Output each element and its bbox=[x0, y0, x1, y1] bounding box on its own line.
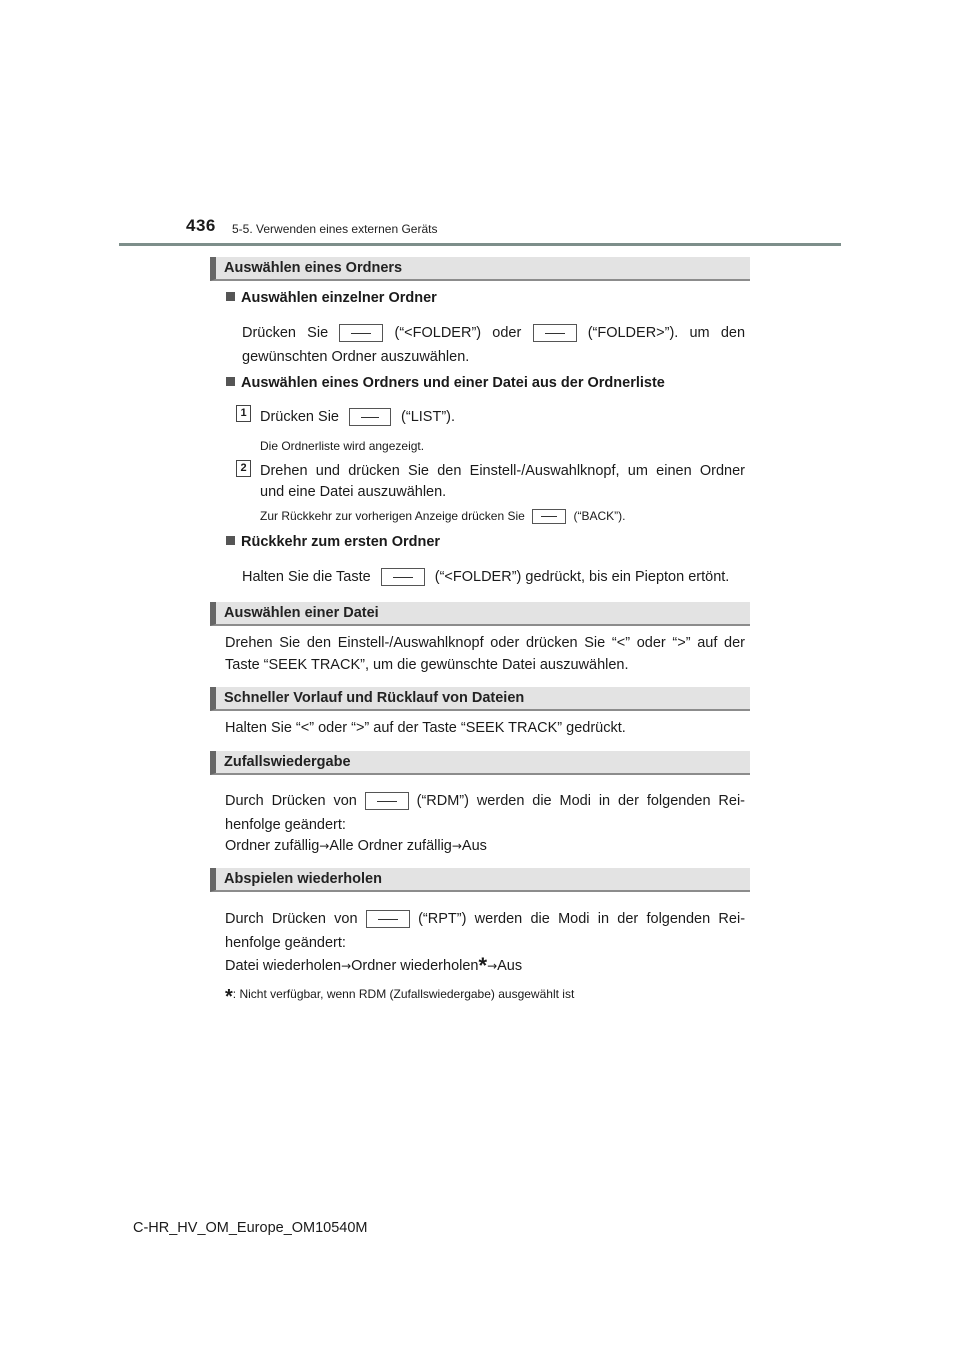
repeat-line2: henfolge geändert: bbox=[225, 935, 346, 951]
bullet-square-icon bbox=[226, 292, 235, 301]
folder-next-key-icon bbox=[533, 324, 577, 342]
heading-random-label: Zufallswiedergabe bbox=[224, 754, 351, 770]
random-sequence: Ordner zufällig→Alle Ordner zufällig→Aus bbox=[225, 838, 487, 854]
step-1-badge: 1 bbox=[236, 405, 251, 422]
step-2-line2: und eine Datei auszuwählen. bbox=[260, 484, 447, 500]
folder-prev-key-icon bbox=[339, 324, 383, 342]
repeat-line1: Durch Drücken von (“RPT”) werden die Modi in der folgenden Rei- bbox=[225, 911, 746, 927]
page-number: 436 bbox=[186, 216, 216, 235]
step-1-text: Drücken Sie (“LIST”). bbox=[260, 409, 456, 425]
heading-fast bbox=[210, 687, 750, 711]
heading-folder-label: Auswählen eines Ordners bbox=[224, 260, 403, 276]
fast-line1: Halten Sie “<” oder “>” auf der Taste “SEEK TRACK” gedrückt. bbox=[225, 720, 626, 736]
back-key-icon bbox=[532, 509, 566, 524]
heading-random bbox=[210, 751, 750, 775]
random-line1: Durch Drücken von (“RDM”) werden die Modi in der folgenden Rei- bbox=[225, 793, 746, 809]
heading-file bbox=[210, 602, 750, 626]
asterisk-mark: * bbox=[478, 953, 488, 978]
single-folder-line2: gewünschten Ordner auszuwählen. bbox=[242, 349, 470, 365]
footnote: *: Nicht verfügbar, wenn RDM (Zufallswiedergabe) ausgewählt ist bbox=[225, 986, 575, 1008]
folder-prev-key-icon bbox=[381, 568, 425, 586]
step-2-line1: Drehen und drücken Sie den Einstell-/Auswahlknopf, um einen Ordner bbox=[260, 463, 745, 479]
return-folder-text: Halten Sie die Taste (“<FOLDER”) gedrückt, bis ein Piepton ertönt. bbox=[242, 569, 730, 585]
step-1-note: Die Ordnerliste wird angezeigt. bbox=[260, 439, 425, 453]
arrow-icon: → bbox=[319, 839, 330, 853]
arrow-icon: → bbox=[451, 839, 462, 853]
step-2-badge: 2 bbox=[236, 460, 251, 477]
heading-repeat bbox=[210, 868, 750, 892]
list-key-icon bbox=[349, 408, 391, 426]
single-folder-line1: Drücken Sie (“<FOLDER”) oder (“FOLDER>”). um den bbox=[242, 325, 746, 341]
document-id: C-HR_HV_OM_Europe_OM10540M bbox=[133, 1220, 368, 1236]
heading-repeat-label: Abspielen wiederholen bbox=[224, 871, 382, 887]
rpt-key-icon bbox=[366, 910, 410, 928]
arrow-icon: → bbox=[487, 959, 498, 973]
header-rule bbox=[119, 243, 841, 246]
repeat-sequence: Datei wiederholen→Ordner wiederholen*→Aus bbox=[225, 953, 523, 978]
rdm-key-icon bbox=[365, 792, 409, 810]
heading-fast-label: Schneller Vorlauf und Rücklauf von Dateien bbox=[224, 690, 525, 706]
bullet-single-folder: Auswählen einzelner Ordner bbox=[226, 290, 437, 306]
bullet-square-icon bbox=[226, 536, 235, 545]
step-2-note: Zur Rückkehr zur vorherigen Anzeige drücken Sie (“BACK”). bbox=[260, 509, 626, 523]
section-title: 5-5. Verwenden eines externen Geräts bbox=[232, 222, 438, 236]
heading-file-label: Auswählen einer Datei bbox=[224, 605, 379, 621]
heading-folder bbox=[210, 257, 750, 281]
file-line2: Taste “SEEK TRACK”, um die gewünschte Datei auszuwählen. bbox=[225, 657, 629, 673]
bullet-return-folder: Rückkehr zum ersten Ordner bbox=[226, 534, 440, 550]
bullet-square-icon bbox=[226, 377, 235, 386]
file-line1: Drehen Sie den Einstell-/Auswahlknopf oder drücken Sie “<” oder “>” auf der bbox=[225, 635, 745, 651]
bullet-folder-list: Auswählen eines Ordners und einer Datei aus der Ordnerliste bbox=[226, 375, 665, 391]
footnote-mark: * bbox=[225, 986, 233, 1008]
random-line2: henfolge geändert: bbox=[225, 817, 346, 833]
arrow-icon: → bbox=[341, 959, 352, 973]
